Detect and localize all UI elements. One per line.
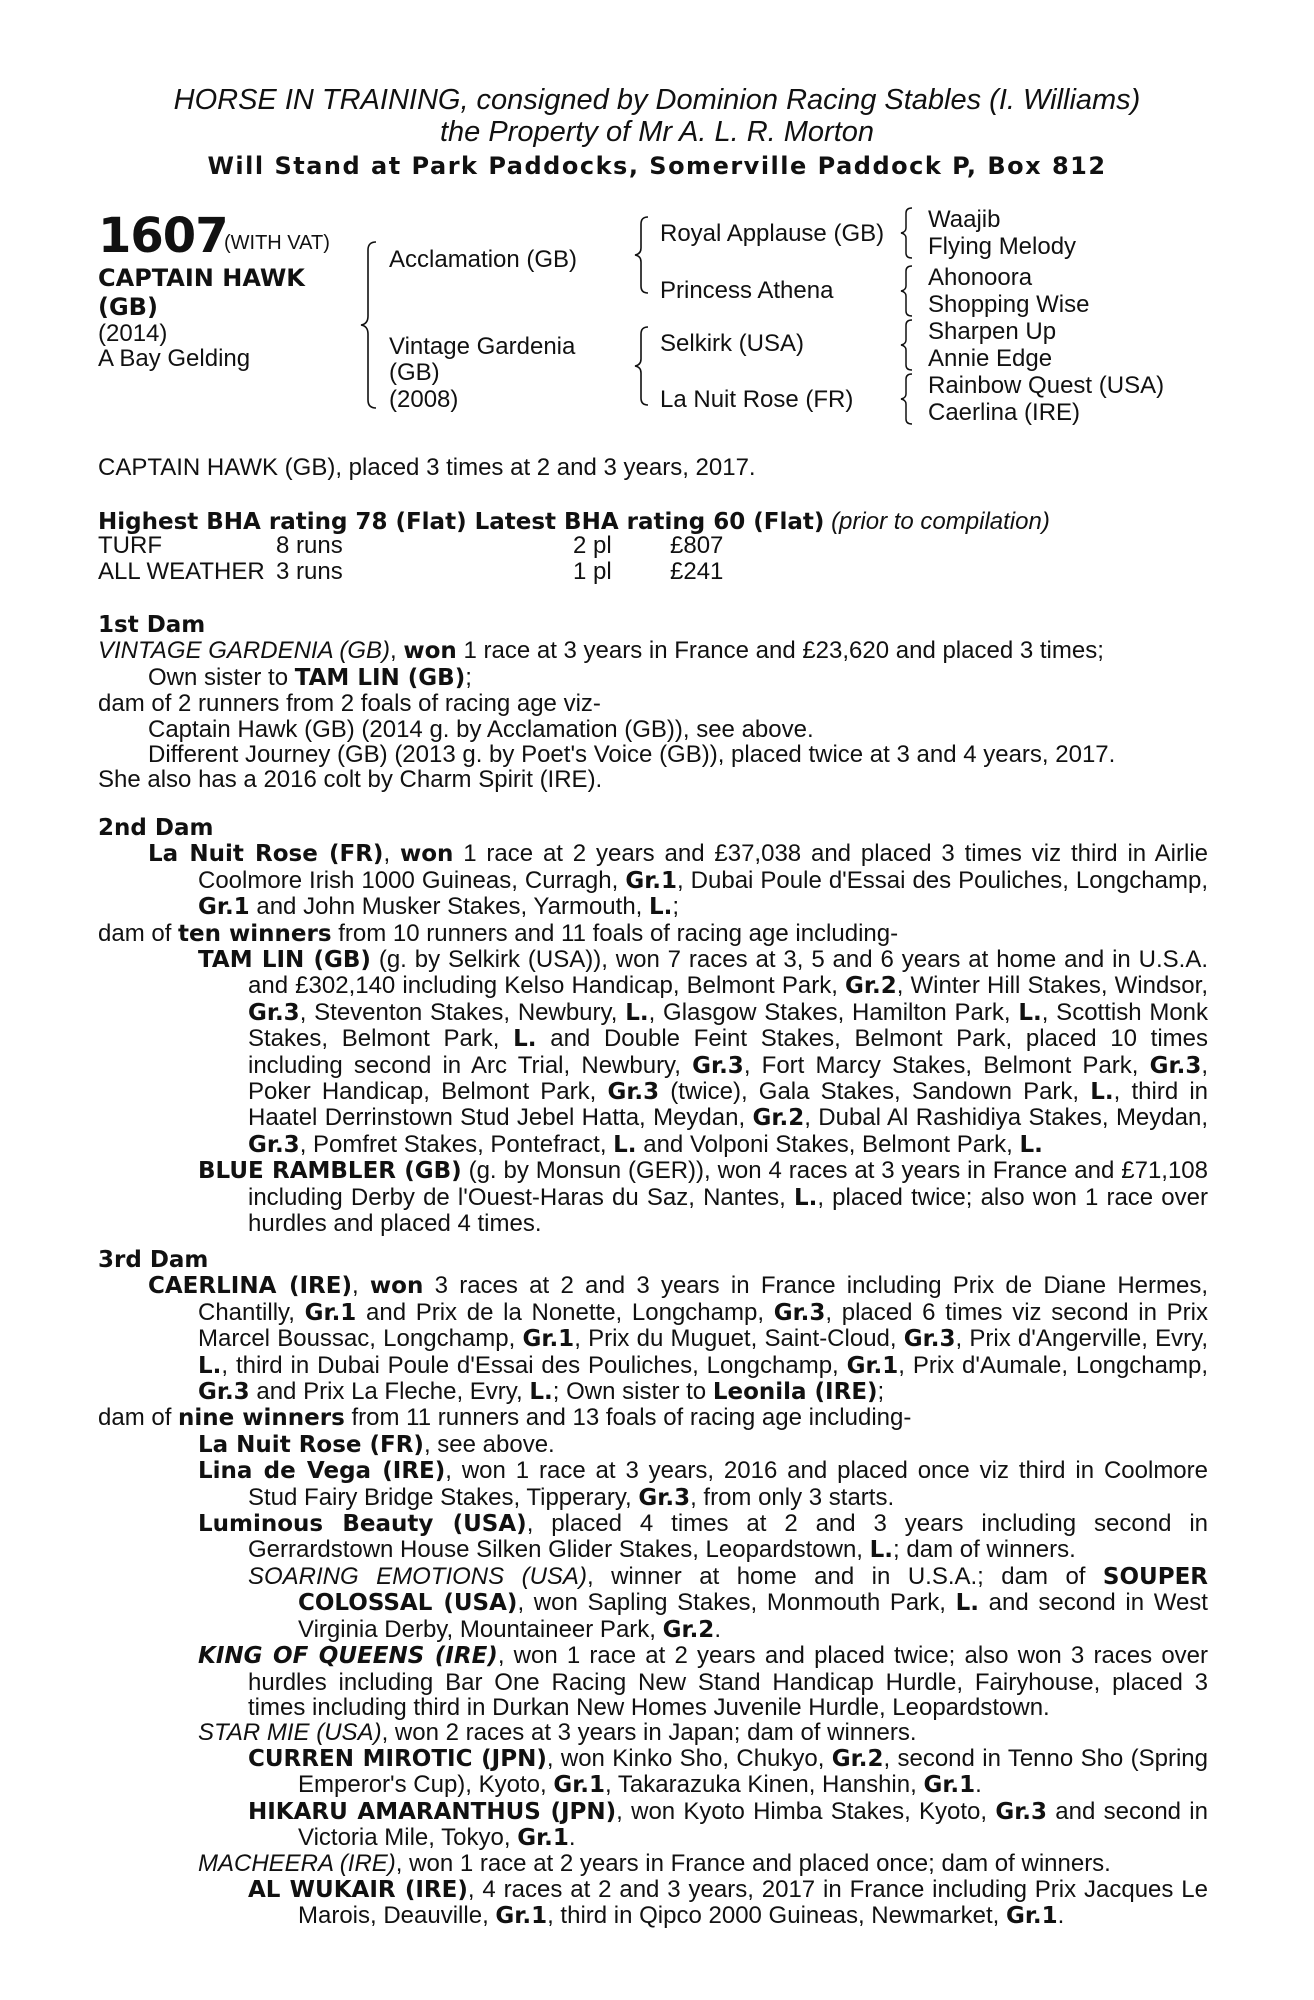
grade: Gr.1 (517, 1824, 569, 1851)
text: . (568, 1823, 576, 1851)
text: , placed 6 times viz second in Prix Marcel Boussac, Longchamp, (198, 1298, 1209, 1353)
produce-entry-king-of-queens (98, 1643, 1208, 1720)
sire-dam: Princess Athena (660, 277, 834, 304)
sire-name: Acclamation (GB) (389, 246, 578, 273)
second-dam-produce-intro (98, 921, 1208, 947)
text: , won Kinko Sho, Chukyo, (546, 1744, 832, 1772)
bha-rating-note: (prior to compilation) (831, 508, 1050, 535)
winners-count: ten winners (178, 920, 332, 947)
text: , Fort Marcy Stakes, Belmont Park, (743, 1051, 1150, 1079)
first-dam-produce-intro: dam of 2 runners from 2 foals of racing age viz- (98, 690, 601, 718)
text: , Winter Hill Stakes, Windsor, (896, 972, 1208, 1000)
text: ; (672, 893, 680, 921)
produce-entry-star-mie (98, 1720, 1208, 1745)
text: , 4 races at 2 and 3 years, 2017 in France including Prix Jacques Le Marois, Deauville, (298, 1875, 1208, 1930)
produce-entry-hikaru-amaranthus (98, 1799, 1208, 1852)
race-summary: CAPTAIN HAWK (GB), placed 3 times at 2 and 3 years, 2017. (98, 454, 756, 481)
text: , won 1 race at 2 years and placed twice; also won 3 races over hurdles including Bar One Racing New Stand Handicap Hurdle, Fairyhouse, placed 3 times including third in Durkan New Homes Juvenile Hurdle, Leopardstown. (248, 1642, 1209, 1721)
grade: Gr.3 (607, 1079, 660, 1106)
dam-name-line2: (GB) (389, 359, 440, 386)
record-placed: 2 pl (573, 532, 612, 559)
text: , won Sapling Stakes, Monmouth Park, (517, 1589, 956, 1617)
listed: L. (793, 1184, 818, 1211)
grade: Gr.3 (692, 1052, 744, 1079)
text: and Prix La Fleche, Evry, (249, 1378, 530, 1406)
record-money: £241 (670, 558, 724, 585)
produce-entry-blue-rambler (98, 1158, 1208, 1236)
text: , Poker Handicap, Belmont Park, (248, 1051, 1208, 1106)
text: . (975, 1771, 982, 1799)
horse-name: HIKARU AMARANTHUS (JPN) (248, 1798, 617, 1825)
listed: L. (869, 1537, 894, 1564)
record-runs: 8 runs (276, 532, 343, 559)
horse-name: KING OF QUEENS (IRE) (198, 1643, 498, 1670)
dam-name: La Nuit Rose (FR) (148, 841, 384, 868)
record-surface: ALL WEATHER (98, 558, 265, 585)
produce-entry-curren-mirotic (98, 1746, 1208, 1799)
produce-entry-tam-lin (98, 947, 1208, 1158)
sds: Ahonoora (928, 264, 1033, 291)
pedigree-brace-2a (632, 215, 652, 295)
produce-entry-luminous-beauty (98, 1511, 1208, 1564)
text: , placed 4 times at 2 and 3 years including second in Gerrardstown House Silken Glider Stakes, Leopardstown, (248, 1510, 1209, 1564)
listed: L. (955, 1590, 979, 1617)
dam-name-line1: Vintage Gardenia (389, 333, 576, 360)
text: ; (877, 1378, 885, 1406)
text: , Scottish Monk Stakes, Belmont Park, (248, 998, 1209, 1053)
sire-sire: Royal Applause (GB) (660, 220, 885, 247)
dam-name: VINTAGE GARDENIA (GB) (98, 637, 391, 665)
listed: L. (625, 999, 649, 1026)
listed: L. (529, 1379, 553, 1406)
won-label: won (399, 841, 454, 868)
grade: Gr.3 (1149, 1052, 1202, 1079)
dds: Rainbow Quest (USA) (928, 372, 1165, 399)
dam-name: CAERLINA (IRE) (148, 1273, 352, 1300)
grade: Gr.3 (248, 1131, 300, 1158)
dam-dam: La Nuit Rose (FR) (660, 386, 854, 413)
text: Own sister to (148, 663, 295, 691)
text: , second in Tenno Sho (Spring Emperor's Cup), Kyoto, (298, 1744, 1209, 1799)
property-line: the Property of Mr A. L. R. Morton (439, 116, 875, 148)
produce-entry-al-wukair (98, 1877, 1208, 1930)
grade: Gr.3 (638, 1484, 691, 1511)
grade: Gr.1 (846, 1352, 899, 1379)
bha-rating-values: Highest BHA rating 78 (Flat) Latest BHA rating 60 (Flat) (98, 509, 825, 535)
horse-name: Lina de Vega (IRE) (198, 1458, 446, 1485)
text: 1 race at 2 years and £37,038 and placed 3 times viz third in Airlie Coolmore Irish 1000 Guineas, Curragh, (198, 840, 1208, 894)
text: and John Musker Stakes, Yarmouth, (249, 893, 650, 921)
text: 3 races at 2 and 3 years in France including Prix de Diane Hermes, Chantilly, (198, 1272, 1208, 1326)
text: . (1057, 1902, 1065, 1930)
text: , Prix du Muguet, Saint-Cloud, (574, 1325, 904, 1353)
text: , third in Qipco 2000 Guineas, Newmarket, (547, 1902, 1006, 1930)
grade: Gr.2 (845, 973, 897, 1000)
horse-name: MACHEERA (IRE) (198, 1850, 396, 1878)
pedigree-brace-2b (632, 325, 652, 407)
text: from 11 runners and 13 foals of racing age including- (344, 1404, 912, 1432)
text: , Dubal Al Rashidiya Stakes, Meydan, (804, 1104, 1208, 1132)
grade: Gr.1 (625, 867, 677, 894)
grade: Gr.1 (495, 1903, 548, 1930)
lot-number: 1607 (98, 208, 228, 264)
text: dam of (98, 1404, 179, 1432)
pedigree-brace-1 (358, 240, 380, 410)
text: and Double Feint Stakes, Belmont Park, placed 10 times including second in Arc Trial, Newbury, (248, 1025, 1208, 1079)
record-placed: 1 pl (573, 558, 612, 585)
text: and Volponi Stakes, Belmont Park, (636, 1130, 1020, 1158)
text: from 10 runners and 11 foals of racing age including- (331, 919, 899, 947)
text: ; (465, 663, 472, 691)
pedigree-brace-3b (899, 264, 915, 318)
winners-count: nine winners (178, 1405, 345, 1432)
record-surface: TURF (98, 532, 162, 559)
dss: Sharpen Up (928, 318, 1057, 345)
text: (twice), Gala Stakes, Sandown Park, (659, 1078, 1091, 1106)
grade: Gr.3 (903, 1326, 956, 1353)
horse-name-line2: (GB) (98, 293, 158, 321)
first-dam-heading: 1st Dam (98, 612, 206, 638)
pedigree-brace-3c (899, 318, 915, 372)
second-dam-heading: 2nd Dam (98, 815, 214, 841)
listed: L. (1018, 999, 1042, 1026)
consignor-line: HORSE IN TRAINING, consigned by Dominion Racing Stables (I. Williams) (173, 84, 1141, 116)
third-dam-heading: 3rd Dam (98, 1247, 209, 1273)
horse-name: CURREN MIROTIC (JPN) (248, 1745, 547, 1772)
grade: Gr.1 (553, 1772, 606, 1799)
horse-name: AL WUKAIR (IRE) (248, 1876, 468, 1903)
grade: Gr.3 (248, 999, 300, 1026)
grade: Gr.1 (923, 1772, 976, 1799)
text: ; Own sister to (552, 1378, 713, 1406)
horse-name: TAM LIN (GB) (198, 947, 371, 974)
text: and Prix de la Nonette, Longchamp, (356, 1298, 774, 1326)
text: , Pomfret Stakes, Pontefract, (299, 1130, 614, 1158)
sdd: Shopping Wise (928, 291, 1090, 318)
produce-note: She also has a 2016 colt by Charm Spirit (IRE). (98, 766, 603, 794)
horse-name: SOARING EMOTIONS (USA) (248, 1562, 587, 1590)
horse-name: STAR MIE (USA) (198, 1719, 382, 1747)
text: , won 1 race at 2 years in France and placed once; dam of winners. (395, 1850, 1111, 1878)
record-runs: 3 runs (276, 558, 343, 585)
grade: Gr.3 (773, 1299, 826, 1326)
text: , Prix d'Aumale, Longchamp, (898, 1351, 1208, 1379)
dsd: Annie Edge (928, 345, 1053, 372)
horse-name-line1: CAPTAIN HAWK (98, 264, 305, 292)
text: , placed twice; also won 1 race over hurdles and placed 4 times. (248, 1183, 1208, 1238)
horse-name: Luminous Beauty (USA) (198, 1511, 527, 1538)
listed: L. (513, 1026, 537, 1053)
listed: L. (1090, 1079, 1114, 1106)
text: , Takarazuka Kinen, Hanshin, (605, 1771, 924, 1799)
text: (g. by Monsun (GER)), won 4 races at 3 years in France and £71,108 including Derby de l'Ouest-Haras du Saz, Nantes, (248, 1157, 1208, 1211)
won-label: won (369, 1273, 424, 1300)
text: dam of (98, 919, 179, 947)
grade: Gr.1 (522, 1326, 575, 1353)
produce-entry-lina-de-vega (98, 1458, 1208, 1511)
record-money: £807 (670, 532, 724, 559)
sss: Waajib (928, 206, 1001, 233)
second-dam-section (98, 816, 1208, 1237)
first-dam-record: VINTAGE GARDENIA (GB), won 1 race at 3 years in France and £23,620 and placed 3 times; (98, 637, 1104, 665)
horse-description: A Bay Gelding (98, 345, 251, 372)
text: , Prix d'Angerville, Evry, (955, 1325, 1209, 1353)
sibling-name: Leonila (IRE) (712, 1379, 878, 1406)
third-dam-produce-intro (98, 1405, 1208, 1431)
text: . (714, 1615, 721, 1643)
text: , won 1 race at 3 years, 2016 and placed once viz third in Coolmore Stud Fairy Bridge Stakes, Tipperary, (248, 1457, 1208, 1511)
ssd: Flying Melody (928, 233, 1077, 260)
grade: Gr.2 (752, 1105, 805, 1132)
record-text: 1 race at 3 years in France and £23,620 and placed 3 times; (456, 637, 1104, 665)
text: (g. by Selkirk (USA)), won 7 races at 3, 5 and 6 years at home and in U.S.A. and £302,140 including Kelso Handicap, Belmont Park, (248, 946, 1208, 1000)
produce-entry-la-nuit-rose (98, 1432, 1208, 1458)
grade: Gr.2 (831, 1745, 884, 1772)
text: and second in Victoria Mile, Tokyo, (298, 1797, 1208, 1851)
listed: L. (649, 894, 673, 921)
text: and second in West Virginia Derby, Mountaineer Park, (298, 1589, 1208, 1643)
grade: Gr.1 (304, 1299, 357, 1326)
text: , third in Haatel Derrinstown Stud Jebel Hatta, Meydan, (248, 1078, 1209, 1132)
listed: L. (198, 1352, 222, 1379)
horse-name: La Nuit Rose (FR) (198, 1431, 424, 1458)
produce-entry-soaring-emotions (98, 1564, 1208, 1643)
sibling-name: TAM LIN (GB) (294, 664, 466, 691)
grade: Gr.1 (1005, 1903, 1058, 1930)
produce-entry-macheera (98, 1851, 1208, 1876)
text: , see above. (423, 1430, 555, 1458)
produce-entry: Captain Hawk (GB) (2014 g. by Acclamation (GB)), see above. (148, 715, 814, 743)
foaled-year: (2014) (98, 320, 168, 347)
text: , third in Dubai Poule d'Essai des Pouliches, Longchamp, (221, 1351, 847, 1379)
third-dam-record: CAERLINA (IRE), won 3 races at 2 and 3 years in France including Prix de Diane Hermes, Chantilly, Gr.1 and Prix de la Nonette, Longchamp, Gr.3, placed 6 times viz second in Prix Marcel Boussac, Longchamp, Gr.1, Prix du Muguet, Saint-Cloud, Gr.3, Prix d'Angerville, Evry, L., third in Dubai Poule d'Essai des Pouliches, Longchamp, Gr.1, Prix d'Aumale, Longchamp, Gr.3 and Prix La Fleche, Evry, L.; Own sister to Leonila (IRE); (148, 1272, 1209, 1406)
horse-name: BLUE RAMBLER (GB) (198, 1158, 462, 1185)
first-dam-sister (98, 665, 1208, 691)
text: , from only 3 starts. (690, 1483, 895, 1511)
text: , Glasgow Stakes, Hamilton Park, (648, 998, 1019, 1026)
grade: Gr.3 (995, 1798, 1048, 1825)
ddd: Caerlina (IRE) (928, 399, 1081, 426)
text: , winner at home and in U.S.A.; dam of (586, 1562, 1103, 1590)
dam-sire: Selkirk (USA) (660, 330, 805, 357)
horse-name (98, 264, 358, 322)
text: , Steventon Stakes, Newbury, (299, 998, 626, 1026)
listed: L. (1019, 1131, 1043, 1158)
produce-entry: Different Journey (GB) (2013 g. by Poet's Voice (GB)), placed twice at 3 and 4 years, 2017. (148, 741, 1116, 769)
text: , won 2 races at 3 years in Japan; dam of winners. (381, 1719, 917, 1747)
grade: Gr.1 (198, 894, 250, 921)
pedigree-brace-3a (899, 206, 915, 260)
dam-name-line3: (2008) (389, 386, 459, 413)
won-label: won (403, 638, 457, 665)
first-dam-section (98, 613, 1208, 793)
vat-note: (WITH VAT) (224, 232, 330, 254)
pedigree-brace-3d (899, 372, 915, 426)
grade: Gr.3 (198, 1379, 250, 1406)
horse-name: SOUPER COLOSSAL (USA) (298, 1563, 1208, 1617)
location-line: Will Stand at Park Paddocks, Somerville Paddock P, Box 812 (207, 152, 1107, 180)
text: ; dam of winners. (893, 1536, 1076, 1564)
text: , won Kyoto Himba Stakes, Kyoto, (616, 1797, 996, 1825)
text: , Dubai Poule d'Essai des Pouliches, Longchamp, (677, 866, 1209, 894)
listed: L. (613, 1131, 637, 1158)
second-dam-record: La Nuit Rose (FR), won 1 race at 2 years and £37,038 and placed 3 times viz third in Airlie Coolmore Irish 1000 Guineas, Curragh, Gr.1, Dubai Poule d'Essai des Pouliches, Longchamp, Gr.1 and John Musker Stakes, Yarmouth, L.; (148, 840, 1209, 921)
third-dam-section (98, 1248, 1208, 1930)
grade: Gr.2 (662, 1616, 715, 1643)
